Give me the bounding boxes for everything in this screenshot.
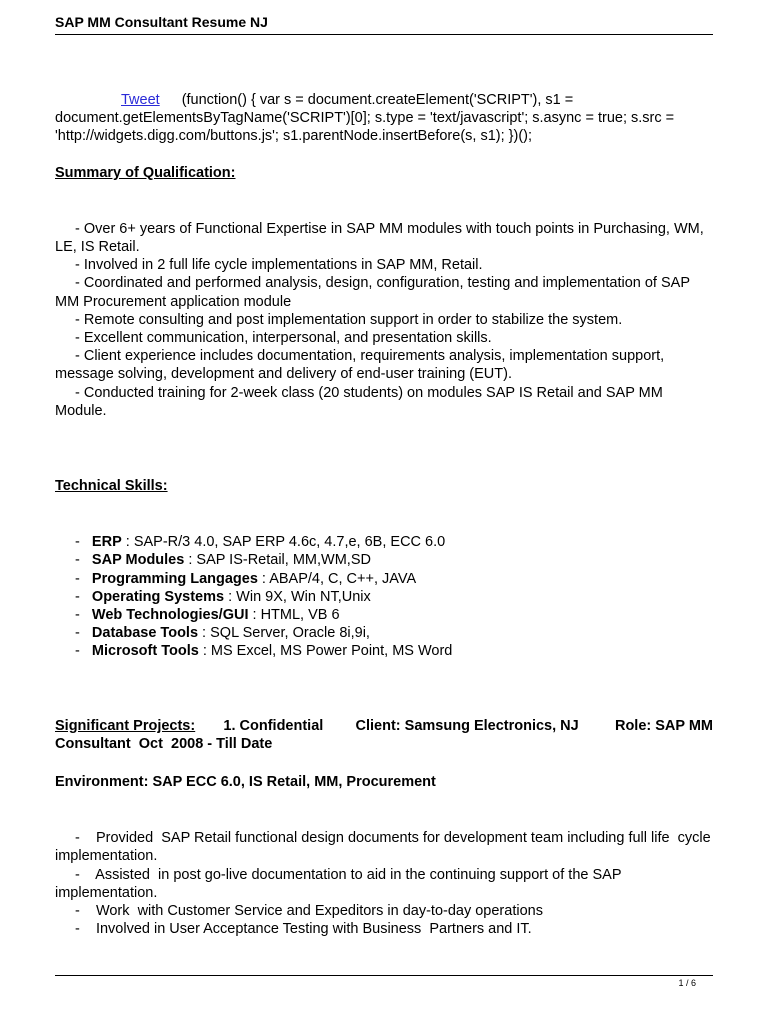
skill-label: Microsoft Tools: [91, 643, 199, 660]
tweet-link[interactable]: Tweet: [121, 92, 160, 108]
skill-value: : SQL Server, Oracle 8i,9i,: [198, 625, 370, 642]
skill-label: ERP: [91, 534, 122, 551]
skill-label: Programming Langages: [91, 570, 258, 587]
script-code-text: (function() { var s = document.createElement('SCRIPT'), s1 = document.getElementsByTagName('SCRIPT')[0]; s.type = 'text/javascript'; s.async = true; s.src = 'http://widgets.digg.com/buttons.js'; s1.parentNode.insertBefore(s, s1); })();: [55, 92, 675, 145]
project-item: - Provided SAP Retail functional design documents for development team including full life cycle implementation.: [55, 830, 715, 865]
technical-skills-heading: Technical Skills:: [55, 478, 168, 495]
projects-heading: Significant Projects:: [55, 717, 196, 734]
summary-item: - Coordinated and performed analysis, design, configuration, testing and implementation of SAP MM Procurement application module: [55, 275, 690, 310]
project-item: - Work with Customer Service and Expeditors in day-to-day operations: [75, 903, 543, 920]
project-environment: Environment: SAP ECC 6.0, IS Retail, MM, Procurement: [55, 774, 436, 791]
skill-item: - ERP : SAP-R/3 4.0, SAP ERP 4.6c, 4.7,e, 6B, ECC 6.0: [75, 534, 446, 551]
skill-item: - Operating Systems : Win 9X, Win NT,Unix: [75, 588, 371, 605]
skill-label: SAP Modules: [91, 552, 185, 569]
summary-heading: Summary of Qualification:: [55, 164, 236, 181]
skill-label: Database Tools: [91, 625, 199, 642]
skill-value: : MS Excel, MS Power Point, MS Word: [198, 643, 453, 660]
project-header: [55, 717, 718, 753]
summary-item: - Over 6+ years of Functional Expertise in SAP MM modules with touch points in Purchasing, WM, LE, IS Retail.: [55, 220, 704, 256]
technical-skills-list: [55, 533, 715, 660]
skill-value: : SAP IS-Retail, MM,WM,SD: [184, 552, 371, 569]
project-responsibilities-list: [55, 829, 715, 938]
skill-item: - Programming Langages : ABAP/4, C, C++, JAVA: [75, 570, 417, 587]
skill-item: - Database Tools : SQL Server, Oracle 8i,9i,: [75, 625, 370, 642]
footer-divider: [55, 975, 713, 976]
summary-item: - Client experience includes documentation, requirements analysis, implementation support, message solving, development and delivery of end-user training (EUT).: [55, 348, 665, 383]
document-title: SAP MM Consultant Resume NJ: [55, 14, 268, 30]
skill-item: - SAP Modules : SAP IS-Retail, MM,WM,SD: [75, 552, 371, 569]
summary-item: - Conducted training for 2-week class (20 students) on modules SAP IS Retail and SAP MM Module.: [55, 384, 663, 419]
skill-item: - Web Technologies/GUI : HTML, VB 6: [75, 607, 340, 624]
resume-content: [55, 91, 718, 939]
skill-value: : ABAP/4, C, C++, JAVA: [257, 570, 417, 587]
skill-value: : SAP-R/3 4.0, SAP ERP 4.6c, 4.7,e, 6B, ECC 6.0: [121, 534, 446, 551]
skill-item: - Microsoft Tools : MS Excel, MS Power Point, MS Word: [75, 643, 453, 660]
skill-value: : HTML, VB 6: [248, 607, 340, 624]
summary-item: - Remote consulting and post implementation support in order to stabilize the system.: [75, 311, 623, 328]
summary-item: - Involved in 2 full life cycle implementations in SAP MM, Retail.: [75, 257, 483, 274]
skill-label: Web Technologies/GUI: [91, 607, 249, 624]
project-item: - Assisted in post go-live documentation to aid in the continuing support of the SAP implementation.: [55, 866, 626, 901]
skill-label: Operating Systems: [91, 588, 225, 605]
skill-value: : Win 9X, Win NT,Unix: [224, 588, 371, 605]
page-number: 1 / 6: [678, 978, 696, 988]
project-item: - Involved in User Acceptance Testing with Business Partners and IT.: [75, 921, 532, 938]
page-header: [55, 14, 713, 35]
summary-item: - Excellent communication, interpersonal, and presentation skills.: [75, 330, 492, 347]
script-text-block: [55, 91, 715, 146]
summary-list: [55, 220, 715, 420]
project-title-line: 1. Confidential Client: Samsung Electronics, NJ Role: SAP MM Consultant Oct 2008 - Till Date: [55, 717, 718, 752]
